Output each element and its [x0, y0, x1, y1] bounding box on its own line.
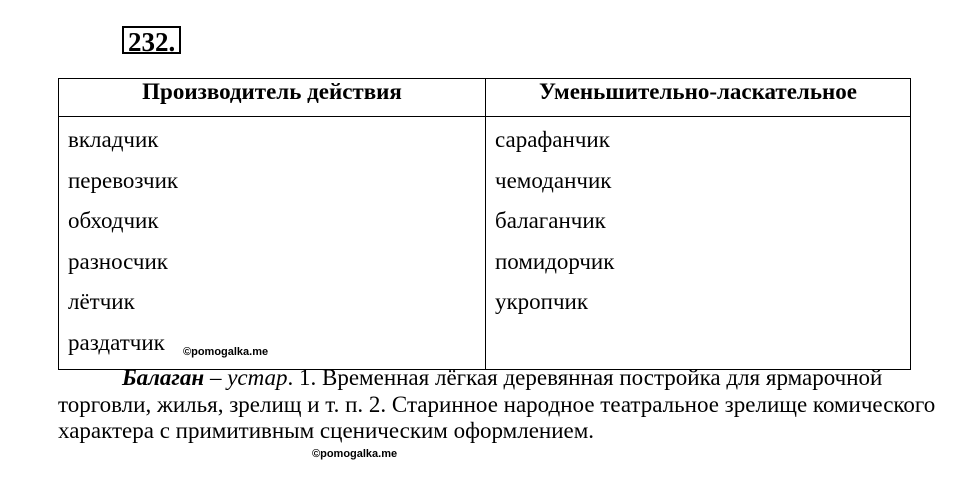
word-table — [58, 78, 911, 370]
diminutive-word: чемоданчик — [495, 167, 612, 193]
agent-word: перевозчик — [68, 167, 179, 193]
exercise-number: 232. — [122, 26, 181, 54]
agent-word-list — [59, 117, 486, 370]
agent-word: обходчик — [68, 208, 159, 233]
watermark: ©pomogalka.me — [183, 346, 269, 358]
definition-term: Балаган — [122, 365, 205, 390]
definition-dash: – — [204, 365, 228, 390]
definition-paragraph — [58, 365, 938, 445]
watermark: ©pomogalka.me — [312, 448, 398, 460]
definition-label: устар — [227, 365, 288, 390]
table-body-row — [59, 117, 911, 370]
agent-word: вкладчик — [68, 127, 159, 152]
header-agent: Производитель действия — [59, 79, 486, 117]
diminutive-word: укропчик — [495, 289, 589, 314]
diminutive-word: помидорчик — [495, 248, 615, 274]
table-header-row — [59, 79, 911, 117]
agent-word: раздатчик — [68, 329, 165, 355]
agent-word: лётчик — [68, 289, 135, 314]
definition-body: . 1. Временная лёгкая деревянная постройка для ярмарочной торговли, жилья, зрелищ и т. п. 2. Старинное народное театральное зрелище комического характера с примитивным сценическим оформлением. — [58, 365, 936, 443]
agent-word: разносчик — [68, 248, 168, 274]
diminutive-word: балаганчик — [495, 208, 606, 233]
diminutive-word-list — [486, 117, 911, 370]
diminutive-word: сарафанчик — [495, 127, 610, 152]
header-diminutive: Уменьшительно-ласкательное — [486, 79, 911, 117]
